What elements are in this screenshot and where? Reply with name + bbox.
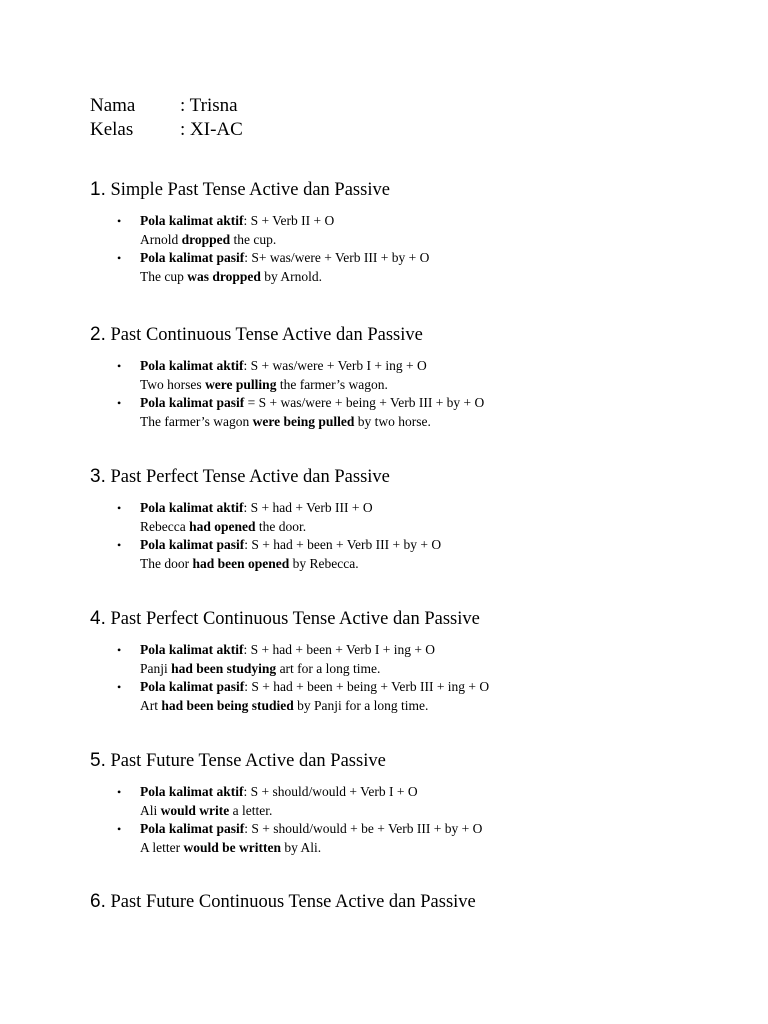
example-line [140,518,672,537]
section-title [90,608,730,630]
pattern-line [140,249,672,268]
pattern-formula: S + was/were + being + Verb III + by + O [258,395,485,410]
example-line [140,697,672,716]
pattern-separator: = [244,395,259,410]
section-6 [90,891,730,913]
example-verb: had been being studied [161,697,294,713]
pattern-separator: : [243,500,251,515]
pattern-separator: : [243,213,251,228]
pattern-label: Pola kalimat aktif [140,213,244,228]
section-title [90,466,730,488]
pattern-formula: S + should/would + Verb I + O [250,784,418,799]
section-number: 6. [90,891,106,912]
example-text: A letter [140,839,184,855]
name-line [90,95,238,117]
pattern-separator: : [243,784,251,799]
example-verb: had been opened [192,555,290,571]
example-text: Rebecca [140,518,190,534]
list-item [112,783,672,820]
pattern-separator: : [244,250,252,265]
section-4 [90,608,730,713]
pattern-separator: : [244,537,252,552]
example-text: Two horses [140,376,206,392]
pattern-line [140,499,672,518]
section-title-text: Past Future Continuous Tense Active dan Passive [110,892,476,912]
example-verb: had been studying [171,660,277,676]
example-text: by two horse. [354,413,431,429]
example-line [140,802,672,821]
example-verb: was dropped [187,268,261,284]
section-title-text: Simple Past Tense Active dan Passive [110,180,390,200]
name-label: Nama [90,95,136,116]
pattern-line [140,536,672,555]
pattern-label: Pola kalimat aktif [140,500,244,515]
section-number: 3. [90,466,106,487]
example-text: by Ali. [281,839,322,855]
bullet-icon: • [117,643,122,657]
section-5 [90,750,730,855]
example-verb: were being pulled [252,413,355,429]
section-title-text: Past Continuous Tense Active dan Passive [110,325,423,345]
example-text: Art [140,697,162,713]
class-label: Kelas [90,119,134,140]
pattern-formula: S+ was/were + Verb III + by + O [251,250,430,265]
example-text: Panji [140,660,172,676]
bullet-icon: • [117,822,122,836]
list-item [112,499,672,536]
bullet-icon: • [117,785,122,799]
list-item [112,678,672,715]
pattern-label: Pola kalimat pasif [140,679,245,694]
section-1 [90,179,730,284]
pattern-list [112,212,672,286]
pattern-formula: S + should/would + be + Verb III + by + O [251,821,483,836]
section-title [90,179,730,201]
pattern-list [112,499,672,573]
section-number: 5. [90,750,106,771]
pattern-label: Pola kalimat pasif [140,250,245,265]
pattern-separator: : [243,642,251,657]
example-verb: had opened [189,518,256,534]
pattern-list [112,641,672,715]
section-title [90,750,730,772]
example-line [140,376,672,395]
example-text: The door [140,555,193,571]
pattern-formula: S + had + been + being + Verb III + ing + O [251,679,490,694]
pattern-label: Pola kalimat aktif [140,784,244,799]
pattern-label: Pola kalimat pasif [140,821,245,836]
pattern-list [112,357,672,431]
pattern-separator: : [243,358,251,373]
example-text: by Rebecca. [289,555,359,571]
example-text: the farmer’s wagon. [276,376,388,392]
pattern-formula: S + had + been + Verb I + ing + O [250,642,436,657]
section-number: 2. [90,324,106,345]
example-line [140,231,672,250]
pattern-label: Pola kalimat pasif [140,395,245,410]
pattern-line [140,678,672,697]
pattern-label: Pola kalimat aktif [140,642,244,657]
example-text: a letter. [229,802,273,818]
pattern-separator: : [244,821,252,836]
example-line [140,660,672,679]
example-verb: were pulling [205,376,277,392]
list-item [112,536,672,573]
example-text: by Arnold. [260,268,323,284]
bullet-icon: • [117,680,122,694]
example-text: The farmer’s wagon [140,413,253,429]
list-item [112,820,672,857]
example-text: The cup [140,268,188,284]
section-title [90,324,730,346]
bullet-icon: • [117,396,122,410]
bullet-icon: • [117,214,122,228]
section-number: 4. [90,608,106,629]
pattern-formula: S + had + been + Verb III + by + O [251,537,442,552]
example-text: the door. [255,518,307,534]
pattern-separator: : [244,679,252,694]
pattern-line [140,820,672,839]
example-line [140,413,672,432]
pattern-line [140,357,672,376]
name-value: : Trisna [180,95,238,116]
example-line [140,555,672,574]
section-title-text: Past Perfect Continuous Tense Active dan Passive [110,609,480,629]
pattern-formula: S + was/were + Verb I + ing + O [250,358,427,373]
pattern-list [112,783,672,857]
pattern-line [140,394,672,413]
list-item [112,212,672,249]
section-2 [90,324,730,429]
example-verb: would write [160,802,230,818]
bullet-icon: • [117,538,122,552]
list-item [112,641,672,678]
example-line [140,268,672,287]
bullet-icon: • [117,251,122,265]
pattern-formula: S + Verb II + O [250,213,335,228]
list-item [112,357,672,394]
class-value: : XI-AC [180,119,243,140]
example-verb: would be written [183,839,281,855]
list-item [112,249,672,286]
pattern-line [140,783,672,802]
section-3 [90,466,730,571]
section-number: 1. [90,179,106,200]
class-line [90,119,243,141]
example-line [140,839,672,858]
pattern-line [140,212,672,231]
example-text: art for a long time. [276,660,381,676]
example-text: Ali [140,802,161,818]
list-item [112,394,672,431]
pattern-formula: S + had + Verb III + O [250,500,373,515]
bullet-icon: • [117,501,122,515]
pattern-label: Pola kalimat aktif [140,358,244,373]
example-text: Arnold [140,231,182,247]
section-title-text: Past Perfect Tense Active dan Passive [110,467,390,487]
bullet-icon: • [117,359,122,373]
example-text: the cup. [230,231,277,247]
example-text: by Panji for a long time. [293,697,429,713]
section-title-text: Past Future Tense Active dan Passive [110,751,386,771]
pattern-line [140,641,672,660]
section-title [90,891,730,913]
example-verb: dropped [181,231,231,247]
pattern-label: Pola kalimat pasif [140,537,245,552]
